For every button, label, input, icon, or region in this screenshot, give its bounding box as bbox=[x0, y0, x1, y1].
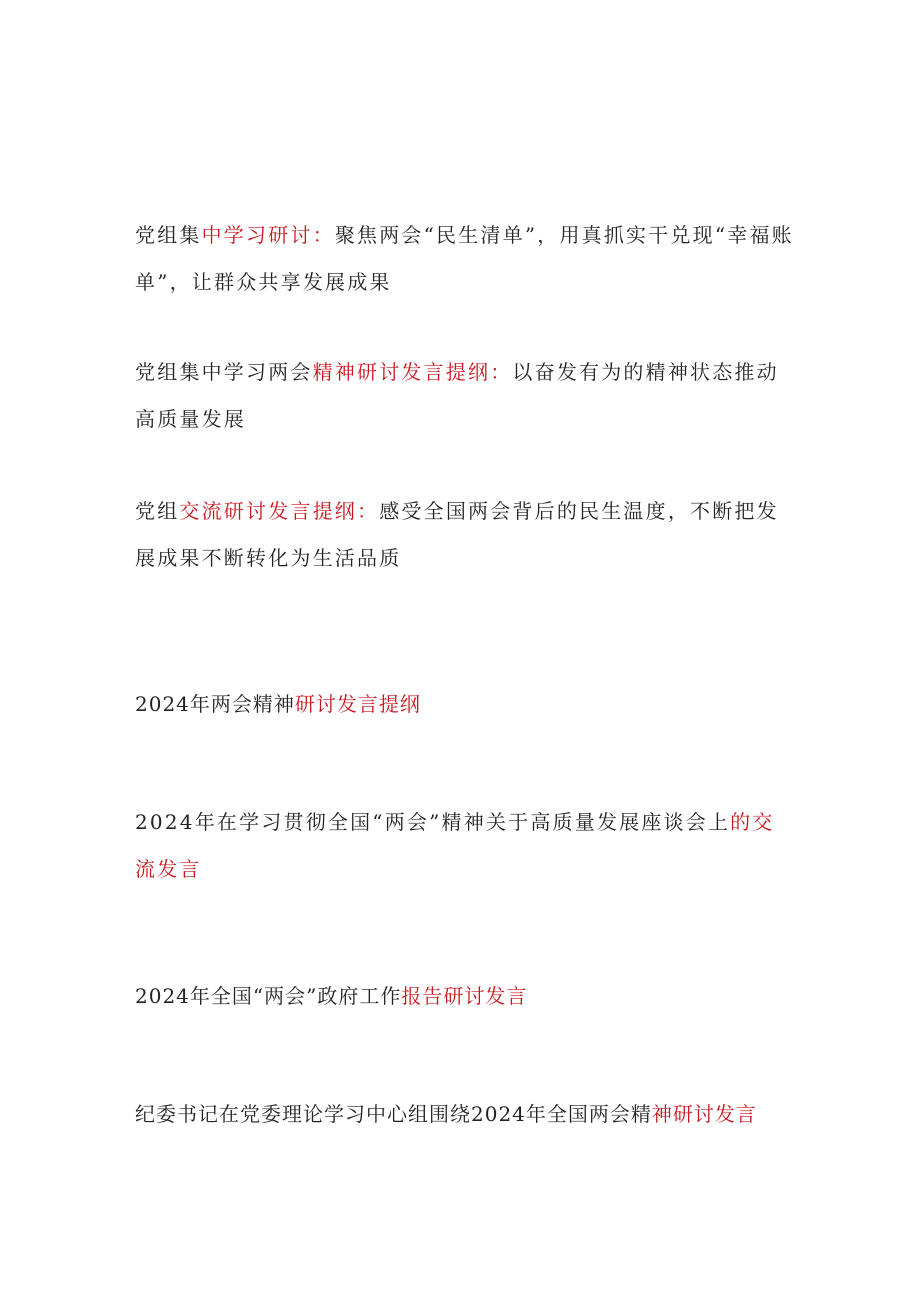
title-suffix: 聚焦两会“民生清单”，用真抓实干兑现“幸福账单”，让群众共享发展成果 bbox=[135, 223, 794, 294]
title-highlight: 的交流发言 bbox=[135, 810, 775, 881]
title-prefix: 2024年全国“两会”政府工作 bbox=[135, 984, 402, 1008]
list-item[interactable] bbox=[135, 799, 795, 893]
title-suffix: 以奋发有为的精神状态推动高质量发展 bbox=[135, 360, 779, 431]
title-highlight: 精神研讨发言提纲： bbox=[312, 360, 513, 384]
title-prefix: 2024年在学习贯彻全国“两会”精神关于高质量发展座谈会上 bbox=[135, 810, 731, 834]
list-item[interactable] bbox=[135, 349, 795, 443]
list-item[interactable] bbox=[135, 681, 795, 728]
list-item[interactable] bbox=[135, 488, 795, 582]
title-prefix: 党组集 bbox=[135, 223, 202, 247]
title-highlight: 交流研讨发言提纲： bbox=[179, 499, 380, 523]
title-prefix: 党组 bbox=[135, 499, 180, 523]
title-highlight: 研讨发言提纲 bbox=[294, 692, 421, 716]
list-item[interactable] bbox=[135, 1091, 795, 1138]
title-prefix: 党组集中学习两会 bbox=[135, 360, 313, 384]
title-highlight: 中学习研讨： bbox=[201, 223, 335, 247]
list-item[interactable] bbox=[135, 212, 795, 306]
list-item[interactable] bbox=[135, 973, 795, 1020]
title-prefix: 2024年两会精神 bbox=[135, 692, 295, 716]
title-highlight: 报告研讨发言 bbox=[401, 984, 528, 1008]
title-prefix: 纪委书记在党委理论学习中心组围绕2024年全国两会精 bbox=[135, 1102, 652, 1126]
title-highlight: 神研讨发言 bbox=[651, 1102, 757, 1126]
title-suffix: 感受全国两会背后的民生温度，不断把发展成果不断转化为生活品质 bbox=[135, 499, 779, 570]
